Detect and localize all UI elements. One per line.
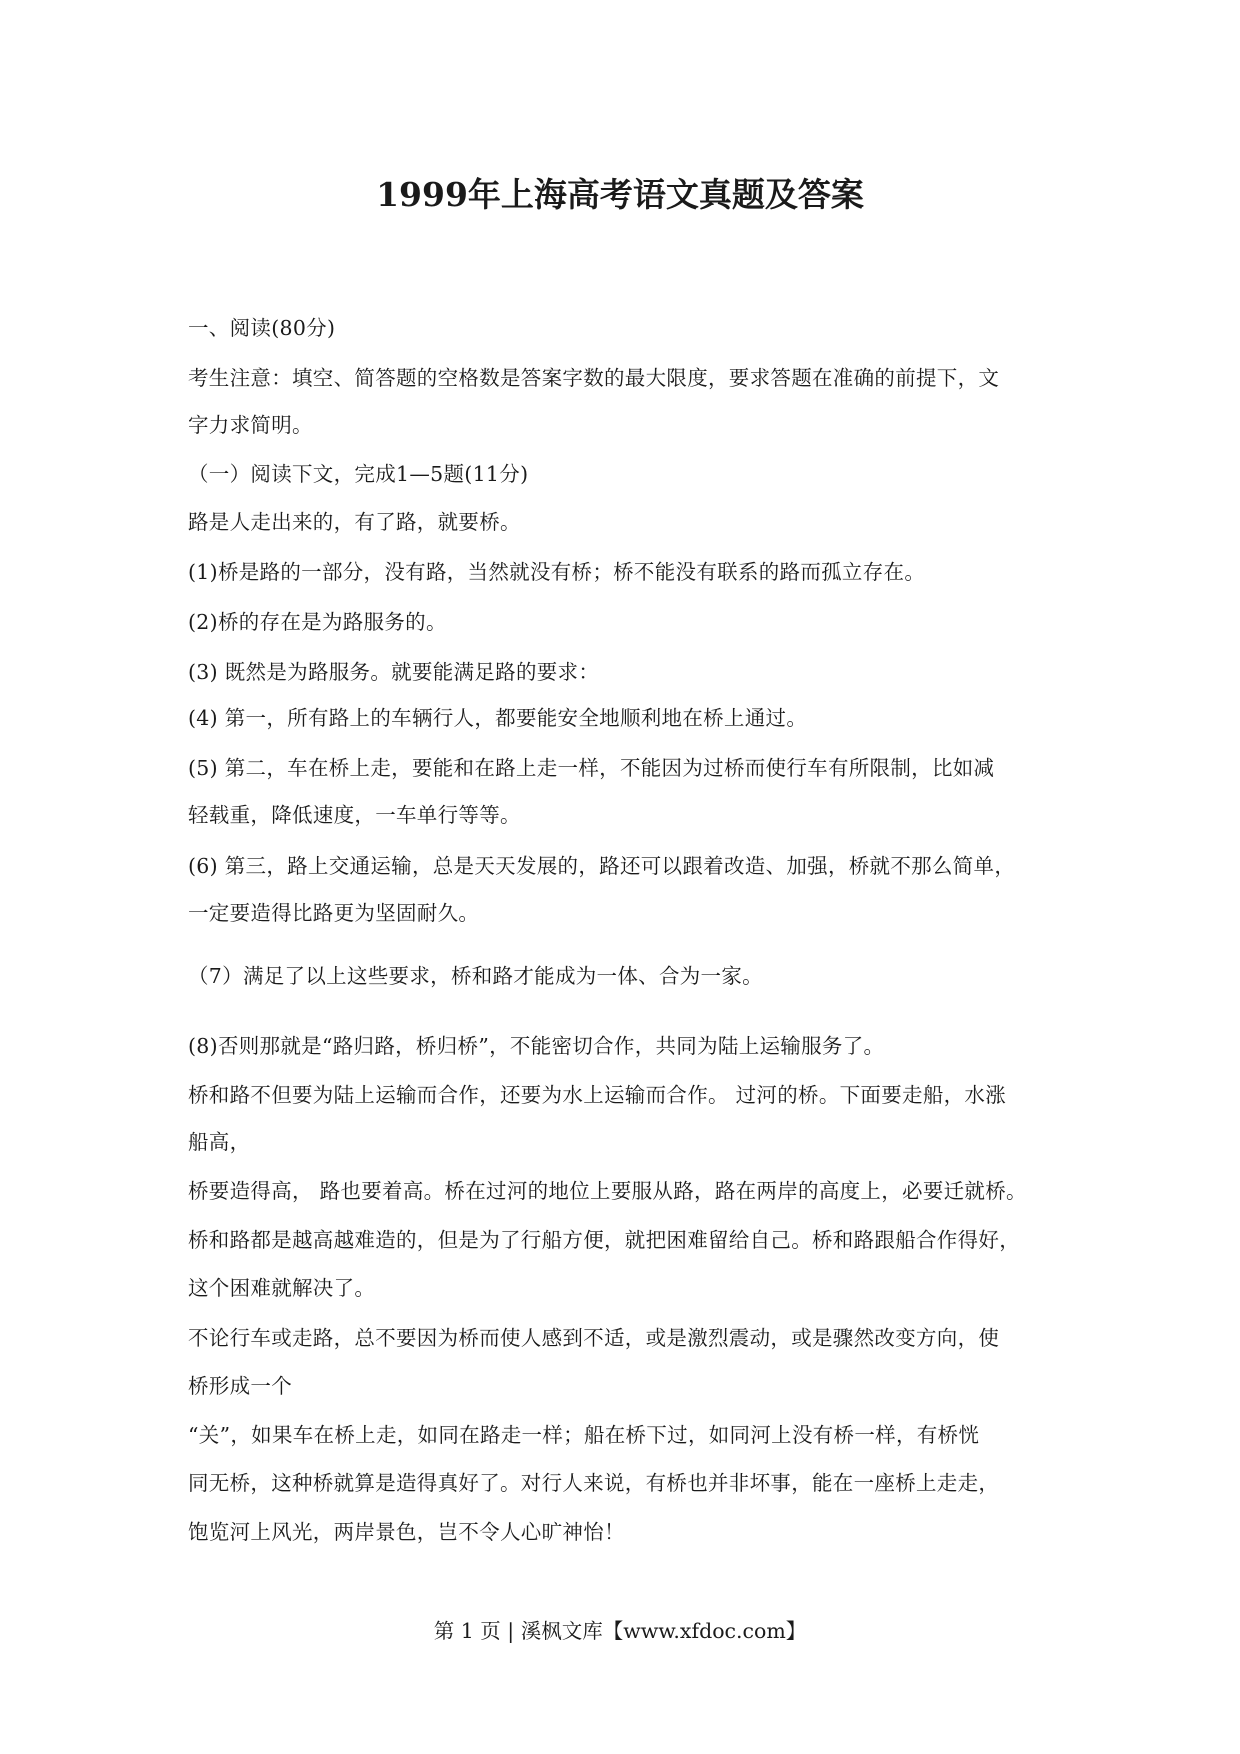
passage-line: (6) 第三，路上交通运输，总是天天发展的，路还可以跟着改造、加强，桥就不那么简单， xyxy=(188,854,1016,878)
passage-line: 桥和路都是越高越难造的，但是为了行船方便，就把困难留给自己。桥和路跟船合作得好， xyxy=(188,1228,1020,1252)
instruction-line: 字力求简明。 xyxy=(188,413,313,437)
passage-line: 桥要造得高， 路也要着高。桥在过河的地位上要服从路，路在两岸的高度上，必要迁就桥。 xyxy=(188,1179,1027,1203)
passage-line: 这个困难就解决了。 xyxy=(188,1276,376,1300)
passage-line: (3) 既然是为路服务。就要能满足路的要求： xyxy=(188,660,600,684)
passage-line: “关”，如果车在桥上走，如同在路走一样；船在桥下过，如同河上没有桥一样，有桥恍 xyxy=(188,1423,980,1447)
passage-line: (4) 第一，所有路上的车辆行人，都要能安全地顺利地在桥上通过。 xyxy=(188,706,808,730)
passage-line: （7）满足了以上这些要求，桥和路才能成为一体、合为一家。 xyxy=(188,964,763,988)
passage-line: 轻载重，降低速度，一车单行等等。 xyxy=(188,803,521,827)
passage-line: 桥和路不但要为陆上运输而合作，还要为水上运输而合作。 过河的桥。下面要走船，水涨 xyxy=(188,1083,1007,1107)
passage-line: 桥形成一个 xyxy=(188,1374,292,1398)
page-footer: 第 1 页 | 溪枫文库【www.xfdoc.com】 xyxy=(433,1619,807,1643)
passage-line: (2)桥的存在是为路服务的。 xyxy=(188,610,447,634)
passage-line: 饱览河上风光，两岸景色，岂不令人心旷神怡！ xyxy=(188,1520,625,1544)
instruction-line: 考生注意：填空、简答题的空格数是答案字数的最大限度，要求答题在准确的前提下，文 xyxy=(188,366,1000,390)
passage-line: 不论行车或走路，总不要因为桥而使人感到不适，或是激烈震动，或是骤然改变方向，使 xyxy=(188,1326,1000,1350)
passage-line: (5) 第二，车在桥上走，要能和在路上走一样，不能因为过桥而使行车有所限制，比如减 xyxy=(188,756,995,780)
passage-line: 一定要造得比路更为坚固耐久。 xyxy=(188,901,480,925)
passage-line: (1)桥是路的一部分，没有路，当然就没有桥；桥不能没有联系的路而孤立存在。 xyxy=(188,560,926,584)
passage-line: (8)否则那就是“路归路，桥归桥”，不能密切合作，共同为陆上运输服务了。 xyxy=(188,1034,885,1058)
section-heading: 一、阅读(80分) xyxy=(188,316,336,340)
passage-line: 同无桥，这种桥就算是造得真好了。对行人来说，有桥也并非坏事，能在一座桥上走走， xyxy=(188,1471,1000,1495)
subsection-heading: （一）阅读下文，完成1—5题(11分) xyxy=(188,462,529,486)
passage-line: 船高， xyxy=(188,1130,251,1154)
document-title: 1999年上海高考语文真题及答案 xyxy=(376,175,864,214)
passage-line: 路是人走出来的，有了路，就要桥。 xyxy=(188,510,521,534)
